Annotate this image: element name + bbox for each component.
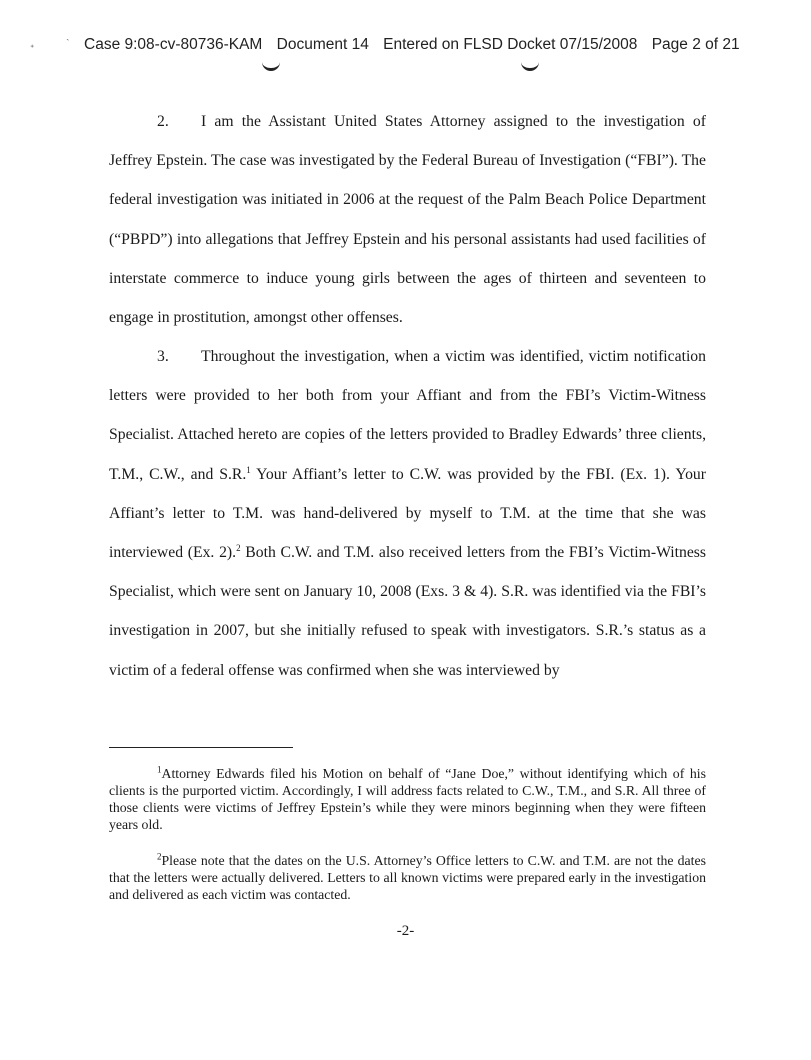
page-number: -2- [396,923,415,939]
header-entered: Entered on FLSD Docket 07/15/2008 [383,36,638,53]
fastener-mark-left [262,60,280,71]
scan-mark-tick: ˋ [66,38,70,50]
paragraph-text: I am the Assistant United States Attorney assigned to the investigation of Jeffrey Epstein. The case was investigated by the Federal Bureau of Investigation (“FBI”). The federal investigation was initiated in 2006 at the request of the Palm Beach Police Department (“PBPD”) into allegations that Jeffrey Epstein and his personal assistants had used facilities of interstate commerce to induce young girls between the ages of thirteen and seventeen to engage in prostitution, amongst other offenses. [109,113,706,327]
paragraph-text: Your Affiant’s letter to C.W. was provided by the FBI. (Ex. 1). Your Affiant’s letter to T.M. was hand-delivered by myself to T.M. at the time that she was interviewed (Ex. 2). [109,465,706,562]
paragraph-number: 3. [157,348,169,365]
footnote-marker: 2 [157,851,162,862]
paragraph-number: 2. [157,113,169,130]
docket-header [84,36,804,54]
paragraph-2 [109,102,706,337]
footnote-ref: 1 [246,464,251,475]
footnote-divider [109,747,293,748]
paragraph-text: Throughout the investigation, when a victim was identified, victim notification letters were provided to her both from your Affiant and from the FBI’s Victim-Witness Specialist. Attached hereto are copies of the letters provided to Bradley Edwards’ three clients, T.M., C.W., and S.R. [109,348,706,483]
paragraph-text: Both C.W. and T.M. also received letters from the FBI’s Victim-Witness Specialist, which were sent on January 10, 2008 (Exs. 3 & 4). S.R. was identified via the FBI’s investigation in 2007, but she initially refused to speak with investigators. S.R.’s status as a victim of a federal offense was confirmed when she was interviewed by [109,544,706,679]
fastener-mark-right [521,60,539,71]
paragraph-3 [109,337,706,690]
header-document: Document 14 [276,36,369,53]
footnote-text: Please note that the dates on the U.S. Attorney’s Office letters to C.W. and T.M. are not the dates that the letters were actually delivered. Letters to all known victims were prepared early in the investigation and delivered as each victim was contacted. [109,853,706,902]
footnote-ref: 2 [236,542,241,553]
header-case: Case 9:08-cv-80736-KAM [84,36,263,53]
footnote-marker: 1 [157,764,162,775]
footnote-text: Attorney Edwards filed his Motion on behalf of “Jane Doe,” without identifying which of his clients is the purported victim. Accordingly, I will address facts related to C.W., T.M., and S.R. All three of those clients were victims of Jeffrey Epstein’s while they were minors beginning when they were fifteen years old. [109,766,706,832]
footnote-1 [109,765,706,833]
header-page: Page 2 of 21 [651,36,740,53]
footnote-2 [109,852,706,903]
scan-mark-left: ᐩ [30,43,35,55]
